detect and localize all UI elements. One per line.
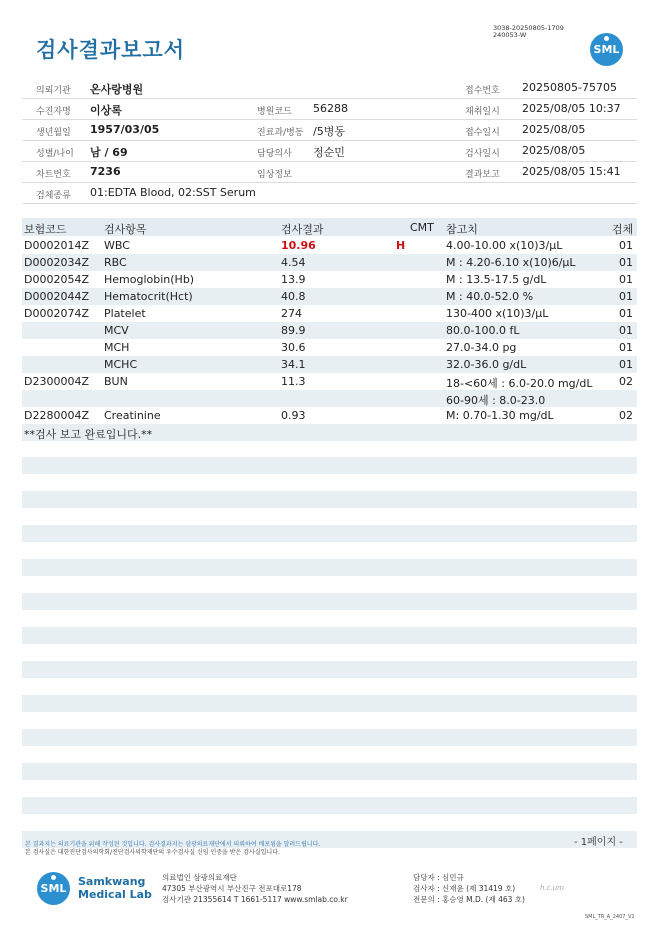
cell-code: D0002054Z bbox=[24, 273, 89, 286]
collect-label: 채취일시 bbox=[465, 107, 500, 117]
empty-row-band bbox=[22, 457, 637, 474]
sml-footer-logo-icon: SML bbox=[37, 872, 70, 905]
table-row bbox=[22, 288, 637, 305]
cell-specimen: 01 bbox=[619, 307, 633, 320]
sex-age-value: 남 / 69 bbox=[90, 146, 128, 159]
cell-code: D0002074Z bbox=[24, 307, 89, 320]
cell-specimen: 01 bbox=[619, 239, 633, 252]
table-row bbox=[22, 390, 637, 407]
table-row bbox=[22, 424, 637, 441]
results-table-header bbox=[22, 218, 637, 236]
cell-ref: M : 13.5-17.5 g/dL bbox=[446, 273, 547, 286]
chart-label: 차트번호 bbox=[36, 170, 71, 180]
cell-ref: 32.0-36.0 g/dL bbox=[446, 358, 527, 371]
report-value: 2025/08/05 15:41 bbox=[522, 165, 621, 178]
page-number: - 1페이지 - bbox=[574, 837, 623, 848]
empty-row-band bbox=[22, 695, 637, 712]
document-id: 3038-20250805-1709 240053-W bbox=[493, 24, 564, 39]
hosp-code-label: 병원코드 bbox=[257, 107, 292, 117]
receipt-no-value: 20250805-75705 bbox=[522, 81, 617, 94]
col-specimen: 검체 bbox=[612, 223, 634, 236]
receipt-date-label: 접수일시 bbox=[465, 128, 500, 138]
dob-value: 1957/03/05 bbox=[90, 123, 160, 136]
cell-item: MCV bbox=[104, 324, 129, 337]
cell-code: D0002044Z bbox=[24, 290, 89, 303]
cell-result: 4.54 bbox=[281, 256, 306, 269]
footer-note: 본 결과지는 의료기관을 위해 작성된 것입니다. 검사결과지는 삼광의료재단에서 의뢰하여 배포됨을 알려드립니다. bbox=[25, 841, 321, 848]
cell-item: Creatinine bbox=[104, 409, 161, 422]
footer-note: 본 검사실은 대한진단검사의학회/진단검사의학재단의 우수검사실 신임 인증을 받은 검사실입니다. bbox=[25, 849, 280, 856]
cell-item: RBC bbox=[104, 256, 127, 269]
cell-code: D2280004Z bbox=[24, 409, 89, 422]
specimen-label: 검체종류 bbox=[36, 191, 71, 201]
cell-code: D0002034Z bbox=[24, 256, 89, 269]
cell-specimen: 02 bbox=[619, 375, 633, 388]
cell-specimen: 01 bbox=[619, 324, 633, 337]
info-row bbox=[22, 141, 637, 162]
cell-result: 89.9 bbox=[281, 324, 306, 337]
empty-row-band bbox=[22, 593, 637, 610]
empty-row-band bbox=[22, 729, 637, 746]
empty-row-band bbox=[22, 491, 637, 508]
table-row bbox=[22, 407, 637, 424]
cell-flag: H bbox=[396, 239, 406, 252]
cell-code: D0002014Z bbox=[24, 239, 89, 252]
company-name: Samkwang Medical Lab bbox=[78, 875, 152, 901]
sex-age-label: 성별/나이 bbox=[36, 149, 74, 159]
table-row bbox=[22, 356, 637, 373]
info-row bbox=[22, 162, 637, 183]
info-row bbox=[22, 99, 637, 120]
table-row bbox=[22, 254, 637, 271]
cell-item: WBC bbox=[104, 239, 130, 252]
cell-specimen: 01 bbox=[619, 256, 633, 269]
company-address: 의료법인 삼광의료재단 47305 부산광역시 부산진구 전포대로178 검사기관 21355614 T 1661-5117 www.smlab.co.kr bbox=[162, 873, 348, 904]
cell-item: MCHC bbox=[104, 358, 138, 371]
signature: h.c.um bbox=[540, 884, 564, 892]
chart-value: 7236 bbox=[90, 165, 121, 178]
cell-ref: 60-90세 : 8.0-23.0 bbox=[446, 394, 546, 407]
table-row bbox=[22, 322, 637, 339]
cell-code: D2300004Z bbox=[24, 375, 89, 388]
specimen-value: 01:EDTA Blood, 02:SST Serum bbox=[90, 186, 256, 199]
cell-specimen: 01 bbox=[619, 358, 633, 371]
cell-item: BUN bbox=[104, 375, 128, 388]
test-date-value: 2025/08/05 bbox=[522, 144, 586, 157]
cell-code: **검사 보고 완료입니다.** bbox=[24, 428, 153, 441]
table-row bbox=[22, 305, 637, 322]
table-row bbox=[22, 237, 637, 254]
table-row bbox=[22, 373, 637, 390]
receipt-no-label: 접수번호 bbox=[465, 86, 500, 96]
info-row bbox=[22, 183, 637, 204]
col-ref: 참고치 bbox=[446, 223, 478, 236]
cell-item: Hemoglobin(Hb) bbox=[104, 273, 195, 286]
info-row bbox=[22, 120, 637, 141]
cell-item: Hematocrit(Hct) bbox=[104, 290, 193, 303]
table-row bbox=[22, 339, 637, 356]
receipt-date-value: 2025/08/05 bbox=[522, 123, 586, 136]
cell-ref: M: 0.70-1.30 mg/dL bbox=[446, 409, 554, 422]
cell-result: 11.3 bbox=[281, 375, 306, 388]
results-table-body bbox=[22, 237, 637, 441]
report-label: 결과보고 bbox=[465, 170, 500, 180]
empty-row-band bbox=[22, 797, 637, 814]
table-row bbox=[22, 271, 637, 288]
cell-ref: 4.00-10.00 x(10)3/μL bbox=[446, 239, 563, 252]
doctor-value: 정순민 bbox=[313, 146, 345, 159]
info-row bbox=[22, 78, 637, 99]
name-value: 이상록 bbox=[90, 104, 122, 117]
staff-block: 담당자 : 심민규 검사자 : 신재윤 (제 31419 호) 전문의 : 홍승영 M.D. (제 463 호) bbox=[413, 873, 525, 904]
hosp-code-value: 56288 bbox=[313, 102, 348, 115]
col-item: 검사항목 bbox=[104, 223, 147, 236]
cell-item: MCH bbox=[104, 341, 130, 354]
dept-value: /5병동 bbox=[313, 125, 345, 138]
cell-ref: 80.0-100.0 fL bbox=[446, 324, 520, 337]
cell-ref: M : 40.0-52.0 % bbox=[446, 290, 534, 303]
col-code: 보험코드 bbox=[24, 223, 67, 236]
cell-result: 13.9 bbox=[281, 273, 306, 286]
hospital-value: 온사랑병원 bbox=[90, 83, 144, 96]
cell-ref: 130-400 x(10)3/μL bbox=[446, 307, 549, 320]
col-result: 검사결과 bbox=[281, 223, 324, 236]
footer-notes bbox=[25, 841, 320, 857]
doctor-label: 담당의사 bbox=[257, 149, 292, 159]
clinical-label: 임상정보 bbox=[257, 170, 292, 180]
dob-label: 생년월일 bbox=[36, 128, 71, 138]
cell-ref: M : 4.20-6.10 x(10)6/μL bbox=[446, 256, 576, 269]
collect-value: 2025/08/05 10:37 bbox=[522, 102, 621, 115]
empty-row-band bbox=[22, 559, 637, 576]
cell-specimen: 01 bbox=[619, 273, 633, 286]
empty-row-band bbox=[22, 661, 637, 678]
hospital-label: 의뢰기관 bbox=[36, 86, 71, 96]
cell-ref: 27.0-34.0 pg bbox=[446, 341, 517, 354]
sml-logo-icon: SML bbox=[590, 33, 623, 66]
cell-item: Platelet bbox=[104, 307, 146, 320]
cell-specimen: 02 bbox=[619, 409, 633, 422]
cell-result: 0.93 bbox=[281, 409, 306, 422]
cell-result: 10.96 bbox=[281, 239, 316, 252]
empty-row-band bbox=[22, 525, 637, 542]
cell-ref: 18-<60세 : 6.0-20.0 mg/dL bbox=[446, 377, 593, 390]
col-cmt: CMT bbox=[410, 221, 434, 234]
form-code: SML_TR_A_2407_V1 bbox=[585, 914, 635, 920]
empty-row-band bbox=[22, 763, 637, 780]
cell-result: 40.8 bbox=[281, 290, 306, 303]
empty-row-band bbox=[22, 627, 637, 644]
cell-result: 274 bbox=[281, 307, 302, 320]
report-title: 검사결과보고서 bbox=[36, 38, 186, 62]
name-label: 수진자명 bbox=[36, 107, 71, 117]
dept-label: 진료과/병동 bbox=[257, 128, 304, 138]
cell-result: 34.1 bbox=[281, 358, 306, 371]
cell-specimen: 01 bbox=[619, 290, 633, 303]
test-date-label: 검사일시 bbox=[465, 149, 500, 159]
cell-specimen: 01 bbox=[619, 341, 633, 354]
patient-info-block bbox=[22, 78, 637, 204]
cell-result: 30.6 bbox=[281, 341, 306, 354]
